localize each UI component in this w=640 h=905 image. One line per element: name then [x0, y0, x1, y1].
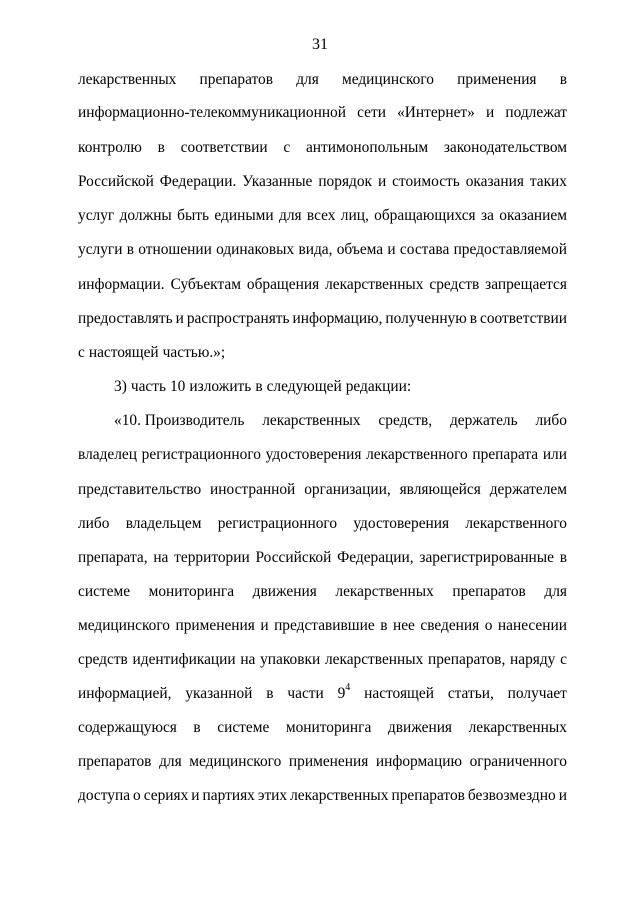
word: лекарственных — [262, 412, 361, 429]
word: обращения — [246, 276, 320, 293]
word: для — [544, 583, 567, 600]
page-number: 31 — [312, 36, 328, 53]
word: «10. Производитель — [114, 412, 245, 429]
word: регистрационного — [217, 515, 338, 532]
word: получает — [507, 685, 567, 702]
word: Российской — [78, 173, 154, 190]
text-line — [114, 411, 567, 431]
word: упаковки — [260, 651, 321, 668]
word: порядок — [318, 173, 373, 190]
word: территории — [174, 549, 250, 566]
word: информационно-телекоммуникационной — [78, 104, 346, 121]
word: системе — [217, 719, 270, 736]
word: в — [193, 719, 201, 736]
word: всех — [306, 207, 336, 224]
word: этих — [257, 787, 288, 804]
word: оказанием — [499, 207, 567, 224]
word: в — [559, 71, 567, 88]
word: информацией, — [78, 685, 172, 702]
word: лекарственных — [335, 583, 434, 600]
text-line — [78, 616, 567, 636]
word: регистрационного — [141, 446, 261, 463]
word: Субъектам — [170, 276, 241, 293]
word: медицинского — [341, 71, 434, 88]
word: Федерации, — [337, 549, 414, 566]
word: с — [78, 344, 85, 361]
word: указанной — [185, 685, 253, 702]
word: на — [240, 651, 256, 668]
word: в — [266, 685, 274, 702]
word: для — [296, 71, 319, 88]
word: контролю — [78, 139, 142, 156]
text-line — [78, 172, 567, 192]
text-line — [78, 309, 567, 329]
word: полученную — [385, 310, 467, 327]
word: информацию, — [292, 310, 383, 327]
word: в — [559, 549, 567, 566]
word: $9^4$ — [337, 681, 351, 702]
word: для — [278, 207, 302, 224]
word: услуг — [78, 207, 115, 224]
word: статьи, — [447, 685, 494, 702]
word: лекарственного — [465, 515, 567, 532]
word: держатель — [449, 412, 518, 429]
text-line — [78, 138, 567, 158]
word: услуги — [78, 241, 123, 258]
word: изложить — [189, 378, 252, 395]
word: едиными — [214, 207, 274, 224]
word: в — [469, 310, 478, 327]
text-line — [114, 377, 567, 397]
word: доступа — [78, 787, 131, 804]
word: 3) — [114, 378, 127, 395]
word: и — [377, 173, 387, 190]
word: либо — [535, 412, 567, 429]
text-line — [78, 786, 567, 806]
word: применения — [457, 71, 537, 88]
word: лекарственных — [290, 787, 389, 804]
word: о — [484, 617, 493, 634]
word: распространять — [186, 310, 290, 327]
word: Российской — [255, 549, 332, 566]
word: лекарственных — [468, 719, 567, 736]
word: движения — [387, 719, 453, 736]
word: ограниченного — [469, 753, 567, 770]
word: сериях — [143, 787, 189, 804]
superscript: 4 — [345, 681, 351, 693]
word: представительство — [78, 481, 202, 498]
word: представившие — [274, 617, 375, 634]
word: части — [287, 685, 324, 702]
word: иностранной — [210, 481, 296, 498]
word: содержащуюся — [78, 719, 177, 736]
word: препарата — [472, 446, 539, 463]
word: лекарственных — [324, 651, 424, 668]
word: информации. — [78, 276, 165, 293]
word: «Интернет» — [397, 104, 475, 121]
word: или — [542, 446, 567, 463]
word: средств, — [378, 412, 433, 429]
word: в — [157, 139, 165, 156]
word: сведения — [420, 617, 480, 634]
word: в — [126, 241, 134, 258]
word: нее — [392, 617, 415, 634]
word: с — [560, 651, 567, 668]
word: либо — [78, 515, 110, 532]
word: частью.»; — [162, 344, 226, 361]
word: лекарственного — [366, 446, 468, 463]
word: лекарственных — [325, 276, 424, 293]
word: партиях — [202, 787, 255, 804]
word: удостоверения — [353, 515, 450, 532]
word: на — [153, 549, 169, 566]
word: и — [260, 617, 269, 634]
word: мониторинга — [148, 583, 235, 600]
word: подлежат — [505, 104, 567, 121]
text-line — [78, 582, 567, 602]
word: 10 — [169, 378, 186, 395]
word: применения — [175, 617, 255, 634]
text-line — [78, 681, 567, 704]
text-line — [78, 445, 567, 465]
text-line — [78, 275, 567, 295]
word: применения — [288, 753, 369, 770]
text-line — [78, 718, 567, 738]
word: за — [480, 207, 494, 224]
word: сети — [357, 104, 386, 121]
word: обращающихся — [374, 207, 476, 224]
word: предоставлять — [78, 310, 173, 327]
word: движения — [252, 583, 317, 600]
word: настоящей — [364, 685, 434, 702]
word: отношении — [138, 241, 212, 258]
word: часть — [130, 378, 166, 395]
word: и — [175, 310, 184, 327]
word: организации, — [304, 481, 391, 498]
word: следующей — [266, 378, 342, 395]
word: оказания — [465, 173, 524, 190]
word: и — [485, 104, 495, 121]
word: законодательством — [443, 139, 567, 156]
word: препаратов — [199, 71, 273, 88]
text-line — [78, 240, 567, 260]
word: лиц, — [340, 207, 369, 224]
word: Федерации. — [159, 173, 237, 190]
text-line — [78, 103, 567, 123]
word: средств — [429, 276, 480, 293]
word: являющейся — [399, 481, 481, 498]
word: зарегистрированные — [419, 549, 554, 566]
word: и — [558, 787, 567, 804]
word: запрещается — [485, 276, 567, 293]
text-line — [78, 206, 567, 226]
word: вида, — [298, 241, 333, 258]
word: препаратов — [78, 753, 152, 770]
word: стоимость — [392, 173, 460, 190]
word: нанесении — [497, 617, 567, 634]
text-line — [78, 514, 567, 534]
word: мониторинга — [285, 719, 372, 736]
word: предоставляемой — [453, 241, 567, 258]
text-line — [78, 548, 567, 568]
word: для — [159, 753, 182, 770]
word: удостоверения — [265, 446, 362, 463]
word: лекарственных — [78, 71, 177, 88]
word: идентификации — [132, 651, 236, 668]
word: системе — [78, 583, 131, 600]
text-line — [78, 752, 567, 772]
word: препарата, — [78, 549, 148, 566]
word: информацию — [375, 753, 462, 770]
word: и — [387, 241, 396, 258]
text-line — [78, 343, 567, 363]
word: антимонопольным — [305, 139, 429, 156]
word: наряду — [510, 651, 556, 668]
word: быть — [177, 207, 210, 224]
word: должны — [119, 207, 172, 224]
word: в — [380, 617, 388, 634]
word: о — [133, 787, 141, 804]
word: безвозмездно — [467, 787, 556, 804]
word: медицинского — [78, 617, 170, 634]
word: средств — [78, 651, 128, 668]
word: медицинского — [189, 753, 282, 770]
word: соответствии — [180, 139, 268, 156]
word: владелец — [78, 446, 137, 463]
word: препаратов — [452, 583, 526, 600]
word: Указанные — [242, 173, 313, 190]
word: состава — [399, 241, 450, 258]
word: таких — [529, 173, 567, 190]
word: и — [191, 787, 200, 804]
word: одинаковых — [216, 241, 295, 258]
word: препаратов, — [428, 651, 506, 668]
word: редакции: — [345, 378, 412, 395]
word: соответствии — [480, 310, 567, 327]
word: настоящей — [88, 344, 159, 361]
word: с — [283, 139, 291, 156]
text-line — [78, 650, 567, 670]
word: владельцем — [125, 515, 202, 532]
text-line — [78, 480, 567, 500]
word: в — [255, 378, 263, 395]
word: препаратов — [391, 787, 465, 804]
text-line — [78, 70, 567, 90]
word: держателем — [489, 481, 567, 498]
word: объема — [336, 241, 384, 258]
